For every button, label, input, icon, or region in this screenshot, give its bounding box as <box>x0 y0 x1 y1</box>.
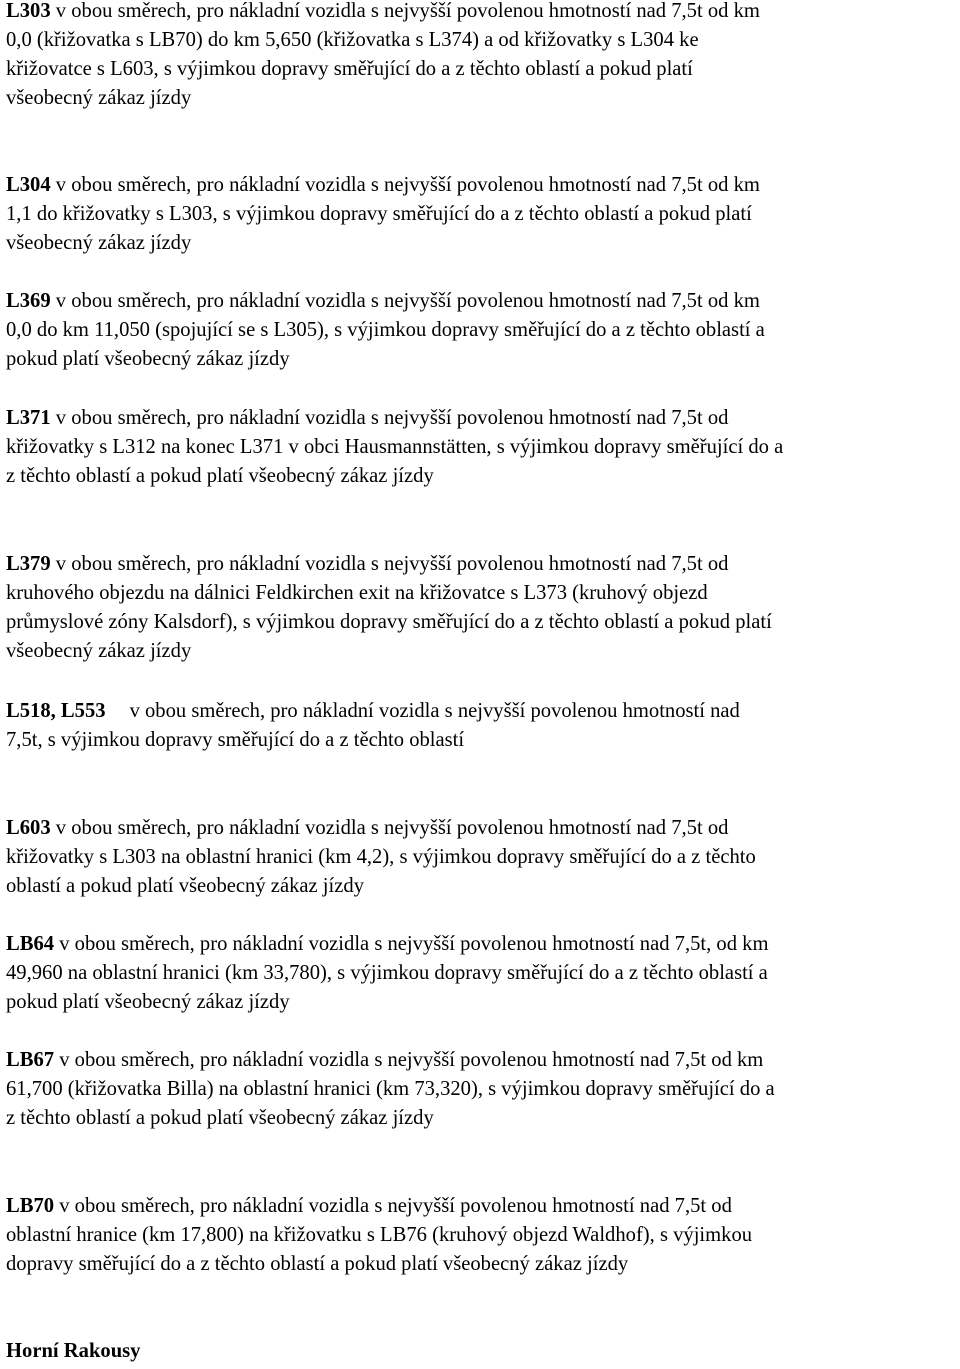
entry-line <box>6 550 960 579</box>
entry-line <box>6 404 960 433</box>
entry-l303 <box>6 0 960 113</box>
entry-line: z těchto oblastí a pokud platí všeobecný zákaz jízdy <box>6 1107 434 1129</box>
entry-line: kruhového objezdu na dálnici Feldkirchen exit na křižovatce s L373 (kruhový objezd <box>6 582 708 604</box>
entry-line: 61,700 (křižovatka Billa) na oblastní hranici (km 73,320), s výjimkou dopravy směřující do a <box>6 1078 775 1100</box>
road-code: L379 <box>6 553 51 575</box>
entry-line <box>6 1046 960 1075</box>
entry-l371 <box>6 404 960 491</box>
entry-text: v obou směrech, pro nákladní vozidla s nejvyšší povolenou hmotností nad 7,5t od km <box>54 1049 764 1071</box>
entry-line: křižovatce s L603, s výjimkou dopravy směřující do a z těchto oblastí a pokud platí <box>6 58 693 80</box>
entry-line <box>6 171 960 200</box>
entry-line: křižovatky s L312 na konec L371 v obci Hausmannstätten, s výjimkou dopravy směřující do a <box>6 436 784 458</box>
entry-line: z těchto oblastí a pokud platí všeobecný zákaz jízdy <box>6 465 434 487</box>
entry-text: v obou směrech, pro nákladní vozidla s nejvyšší povolenou hmotností nad 7,5t od km <box>50 0 760 22</box>
entry-line: 0,0 do km 11,050 (spojující se s L305), s výjimkou dopravy směřující do a z těchto oblastí a <box>6 319 765 341</box>
road-code: LB64 <box>6 933 55 955</box>
entry-line: oblastní hranice (km 17,800) na křižovatku s LB76 (kruhový objezd Waldhof), s výjimkou <box>6 1224 753 1246</box>
entry-line: 7,5t, s výjimkou dopravy směřující do a z těchto oblastí <box>6 729 465 751</box>
entry-l518-l553 <box>6 697 960 755</box>
entry-line: oblastí a pokud platí všeobecný zákaz jízdy <box>6 875 364 897</box>
entry-line: pokud platí všeobecný zákaz jízdy <box>6 991 290 1013</box>
road-code: LB67 <box>6 1049 55 1071</box>
entry-lb64 <box>6 930 960 1017</box>
entry-line: 1,1 do křižovatky s L303, s výjimkou dopravy směřující do a z těchto oblastí a pokud platí <box>6 203 752 225</box>
road-code: LB70 <box>6 1195 55 1217</box>
entry-text: v obou směrech, pro nákladní vozidla s nejvyšší povolenou hmotností nad 7,5t od <box>54 1195 732 1217</box>
entry-text: v obou směrech, pro nákladní vozidla s nejvyšší povolenou hmotností nad 7,5t od <box>50 407 729 429</box>
entry-line <box>6 1192 960 1221</box>
entry-line: dopravy směřující do a z těchto oblastí a pokud platí všeobecný zákaz jízdy <box>6 1253 629 1275</box>
entry-line: pokud platí všeobecný zákaz jízdy <box>6 348 290 370</box>
entry-l379 <box>6 550 960 666</box>
road-code: L304 <box>6 174 51 196</box>
entry-line <box>6 697 960 726</box>
road-code: L518, L553 <box>6 700 106 722</box>
entry-line: průmyslové zóny Kalsdorf), s výjimkou dopravy směřující do a z těchto oblastí a pokud platí <box>6 611 772 633</box>
entry-text: v obou směrech, pro nákladní vozidla s nejvyšší povolenou hmotností nad 7,5t od <box>50 817 729 839</box>
entry-l369 <box>6 287 960 374</box>
entry-line <box>6 0 960 26</box>
entry-line: všeobecný zákaz jízdy <box>6 87 192 109</box>
entry-text: v obou směrech, pro nákladní vozidla s nejvyšší povolenou hmotností nad 7,5t, od km <box>54 933 769 955</box>
entry-lb67 <box>6 1046 960 1133</box>
entry-text: v obou směrech, pro nákladní vozidla s nejvyšší povolenou hmotností nad <box>129 700 740 722</box>
entry-line: křižovatky s L303 na oblastní hranici (km 4,2), s výjimkou dopravy směřující do a z těchto <box>6 846 756 868</box>
entry-line: 0,0 (křižovatka s LB70) do km 5,650 (křižovatka s L374) a od křižovatky s L304 ke <box>6 29 699 51</box>
entry-line: 49,960 na oblastní hranici (km 33,780), s výjimkou dopravy směřující do a z těchto oblastí a <box>6 962 768 984</box>
entry-lb70 <box>6 1192 960 1279</box>
entry-text: v obou směrech, pro nákladní vozidla s nejvyšší povolenou hmotností nad 7,5t od km <box>50 290 760 312</box>
entry-l603 <box>6 814 960 901</box>
entry-line: všeobecný zákaz jízdy <box>6 232 192 254</box>
entry-text: v obou směrech, pro nákladní vozidla s nejvyšší povolenou hmotností nad 7,5t od <box>50 553 729 575</box>
road-code: L369 <box>6 290 51 312</box>
entry-line <box>6 930 960 959</box>
entry-text: v obou směrech, pro nákladní vozidla s nejvyšší povolenou hmotností nad 7,5t od km <box>50 174 760 196</box>
entry-l304 <box>6 171 960 258</box>
road-code: L371 <box>6 407 51 429</box>
entry-line <box>6 814 960 843</box>
road-code: L303 <box>6 0 51 22</box>
entry-line <box>6 287 960 316</box>
section-heading: Horní Rakousy <box>6 1340 141 1362</box>
entry-line: všeobecný zákaz jízdy <box>6 640 192 662</box>
road-code: L603 <box>6 817 51 839</box>
